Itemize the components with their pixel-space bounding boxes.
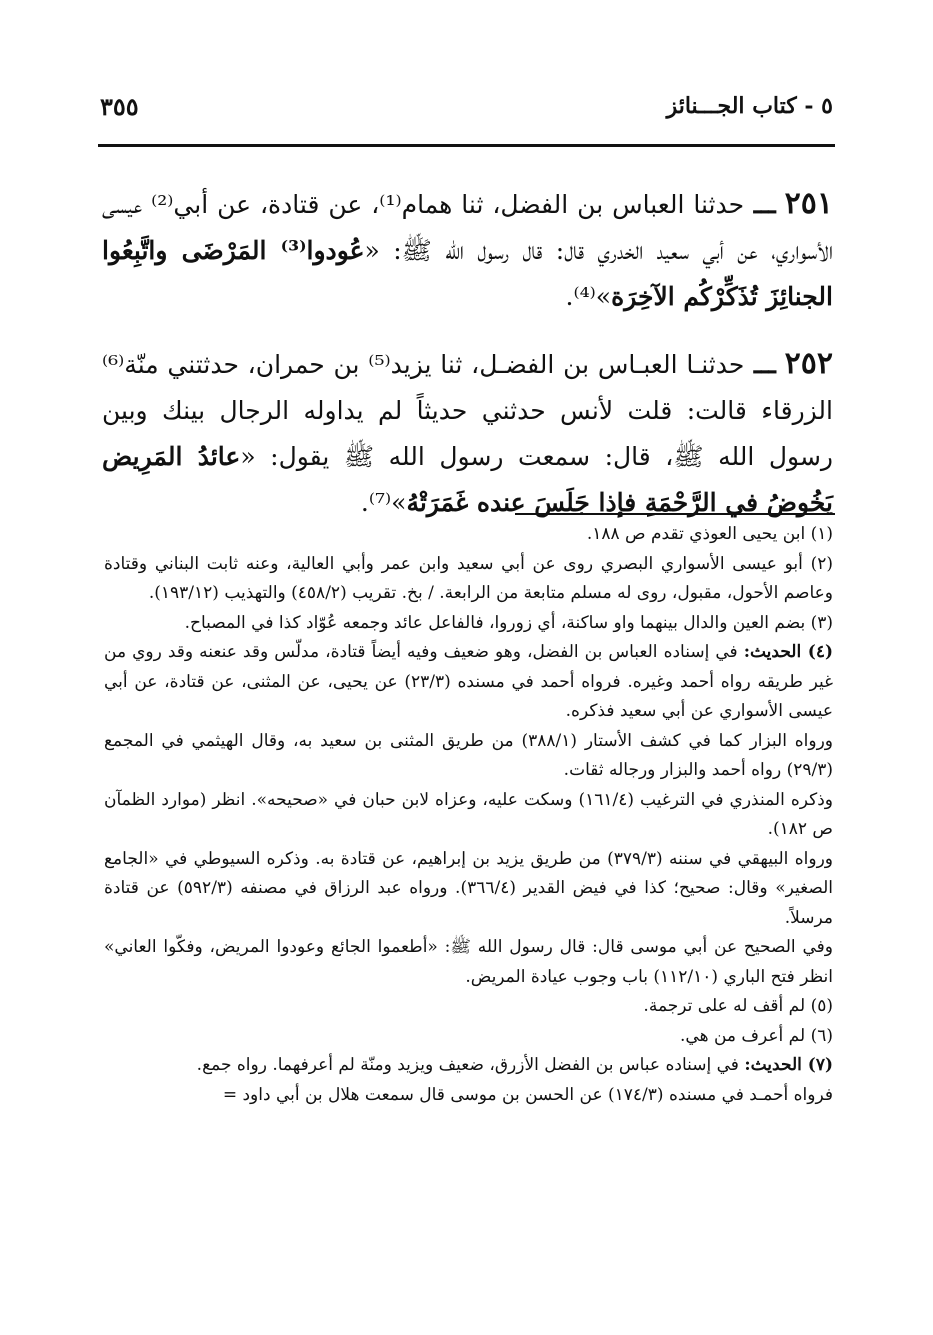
hadith-quote: عُودوا⁽³⁾ المَرْضَى واتَّبِعُوا الجنائِزَ تُذَكِّرْكُم الآخِرَة [102,236,833,311]
footnote: وذكره المنذري في الترغيب (١٦١/٤) وسكت عليه، وعزاه لابن حبان في «صحيحه». انظر (موارد الظمآن ص ١٨٢). [104,789,833,839]
hadith-dash: ـــ [744,350,776,379]
page-number: ٣٥٥ [100,91,139,121]
hadith-text: حدثنـا العبـاس بن الفضـل، ثنا يزيد⁽⁵⁾ بن حمران، حدثتني منّة⁽⁶⁾ الزرقاء قالت: قلت لأنس حدثني حديثاً لم يداوله الرجال بينك وبين رسول الله ﷺ، قال: سمعت رسول الله ﷺ يقول: « [102,350,833,471]
hadith-end: »⁽⁷⁾. [360,488,407,517]
footnotes [104,520,833,1110]
hadith-dash: ـــ [744,190,776,219]
footnote: فرواه أحمـد في مسنده (١٧٤/٣) عن الحسن بن موسى قال سمعت هلال بن أبي داود = [222,1084,833,1105]
hadith-251 [102,181,833,320]
footnote-divider [515,513,835,515]
footnote: ورواه البزار كما في كشف الأستار (٣٨٨/١) من طريق المثنى بن سعيد به، وقال الهيثمي في المجمع (٢٩/٣) رواه أحمد والبزار ورجاله ثقات. [104,730,833,780]
hadith-quote: عائدُ المَرِيض يَخُوضُ في الرَّحْمَةِ فإذا جَلَسَ عنده غَمَرَتْهُ [102,442,833,517]
footnote: (٥) لم أقف له على ترجمة. [643,996,833,1016]
footnote: (٤) الحديث: في إسناده العباس بن الفضل، وهو ضعيف وفيه أيضاً قتادة، مدلّس وقد عنعنه وقد روي من غير طريقه رواه أحمد وغيره. فرواه أحمد في مسنده (٢٣/٣) عن يحيى، عن المثنى، عن قتادة، عن أبي عيسى الأسواري عن أبي سعيد فذكره. [104,642,833,721]
footnote: (٢) أبو عيسى الأسواري البصري روى عن أبي سعيد وابن عمر وأبي العالية، وعنه ثابت البناني وقتادة وعاصم الأحول، مقبول، روى له مسلم متابعة من الرابعة. / بخ. تقريب (٤٥٨/٢) والتهذيب (١٩٣/١٢). [104,553,833,603]
footnote: وفي الصحيح عن أبي موسى قال: قال رسول الله ﷺ: «أطعموا الجائع وعودوا المريض، وفكّوا العاني» انظر فتح الباري (١١٢/١٠) باب وجوب عيادة المريض. [104,937,833,987]
hadith-number: ٢٥٢ [784,346,833,381]
footnote: (٣) بضم العين والدال بينهما واو ساكنة، أي زوروا، فالفاعل عائد وجمعه عُوّاد كذا في المصباح. [184,612,833,633]
footnote: (٧) الحديث: في إسناده عباس بن الفضل الأزرق، ضعيف ويزيد ومنّة لم أعرفهما. رواه جمع. [196,1055,833,1075]
chapter-title: ٥ - كتاب الجـــنائز [666,93,833,119]
footnote: ورواه البيهقي في سننه (٣٧٩/٣) من طريق يزيد بن إبراهيم، عن قتادة به. وذكره السيوطي في «الجامع الصغير» وقال: صحيح؛ كذا في فيض القدير (٣٦٦/٤). ورواه عبد الرزاق في مصنفه (٥٩٢/٣) عن قتادة مرسلاً. [104,848,833,928]
hadith-252 [102,341,833,526]
page-header [100,86,833,126]
hadith-end: »⁽⁴⁾. [565,282,612,311]
hadith-number: ٢٥١ [784,186,834,221]
hadith-text: حدثنا العباس بن الفضل، ثنا همام⁽¹⁾، عن قتادة، عن أبي⁽²⁾ عيسى الأسواري، عن أبي سعيد الخدري قال: قال رسول الله ﷺ: « [102,190,834,265]
footnote: (٦) لم أعرف من هي. [680,1025,833,1046]
footnote: (١) ابن يحيى العوذي تقدم ص ١٨٨. [586,524,833,544]
header-divider [98,144,835,147]
